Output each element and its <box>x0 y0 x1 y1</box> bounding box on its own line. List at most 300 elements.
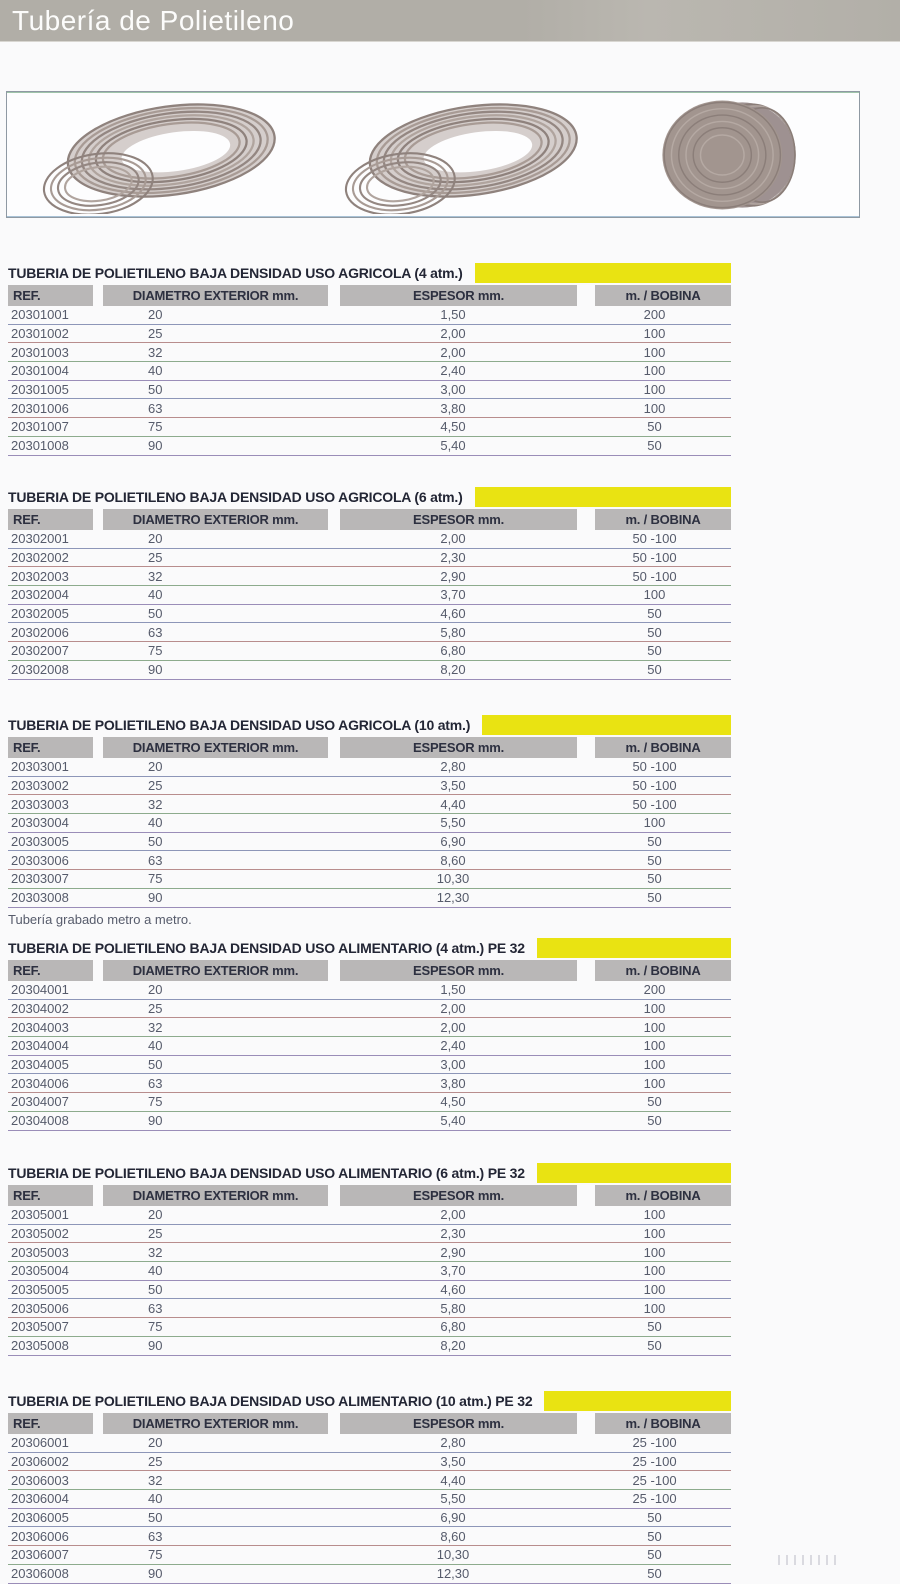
ref-cell: 20306001 <box>11 1435 69 1451</box>
espesor-cell: 8,20 <box>440 1338 466 1354</box>
table-row <box>8 1056 731 1075</box>
ref-cell: 20303004 <box>11 815 69 831</box>
diametro-cell: 63 <box>148 852 163 868</box>
bobina-cell: 25 -100 <box>632 1454 677 1470</box>
column-header-diametro: DIAMETRO EXTERIOR mm. <box>103 1185 328 1206</box>
table-header-row <box>8 737 731 758</box>
bobina-cell: 50 -100 <box>632 531 677 547</box>
table-row <box>8 1299 731 1318</box>
ref-cell: 20305007 <box>11 1319 69 1335</box>
espesor-cell: 2,00 <box>440 344 466 360</box>
bobina-cell: 50 -100 <box>632 759 677 775</box>
table-row <box>8 814 731 833</box>
product-table-section <box>8 1162 731 1356</box>
column-header-bobina: m. / BOBINA <box>595 1185 731 1206</box>
table-row <box>8 549 731 568</box>
yellow-highlight-bar <box>537 938 731 958</box>
table-row <box>8 1434 731 1453</box>
table-header-row <box>8 1185 731 1206</box>
table-row <box>8 1471 731 1490</box>
diametro-cell: 50 <box>148 382 163 398</box>
table-title-row <box>8 262 731 284</box>
table-title-row <box>8 937 731 959</box>
table-title-row <box>8 714 731 736</box>
table-row <box>8 642 731 661</box>
table-title: TUBERIA DE POLIETILENO BAJA DENSIDAD USO AGRICOLA (6 atm.) <box>8 489 463 505</box>
espesor-cell: 2,30 <box>440 1226 466 1242</box>
table-row <box>8 870 731 889</box>
ref-cell: 20302003 <box>11 568 69 584</box>
column-header-espesor: ESPESOR mm. <box>340 1185 577 1206</box>
ref-cell: 20306004 <box>11 1491 69 1507</box>
bobina-cell: 100 <box>643 1019 666 1035</box>
bobina-cell: 50 <box>647 1338 662 1354</box>
espesor-cell: 3,00 <box>440 1057 466 1073</box>
espesor-cell: 2,00 <box>440 531 466 547</box>
diametro-cell: 75 <box>148 419 163 435</box>
column-header-bobina: m. / BOBINA <box>595 960 731 981</box>
espesor-cell: 5,40 <box>440 1113 466 1129</box>
ref-cell: 20303007 <box>11 871 69 887</box>
bobina-cell: 50 <box>647 1319 662 1335</box>
ref-cell: 20303006 <box>11 852 69 868</box>
diametro-cell: 90 <box>148 1566 163 1582</box>
espesor-cell: 2,40 <box>440 363 466 379</box>
table-row <box>8 1318 731 1337</box>
diametro-cell: 50 <box>148 1282 163 1298</box>
ref-cell: 20305008 <box>11 1338 69 1354</box>
ref-cell: 20305001 <box>11 1207 69 1223</box>
bobina-cell: 50 <box>647 871 662 887</box>
espesor-cell: 2,40 <box>440 1038 466 1054</box>
table-body <box>8 1206 731 1356</box>
ref-cell: 20301001 <box>11 307 69 323</box>
espesor-cell: 12,30 <box>436 890 470 906</box>
product-table-section <box>8 262 731 456</box>
bobina-cell: 25 -100 <box>632 1491 677 1507</box>
espesor-cell: 6,80 <box>440 643 466 659</box>
ref-cell: 20301008 <box>11 438 69 454</box>
espesor-cell: 2,90 <box>440 1244 466 1260</box>
yellow-highlight-bar <box>544 1391 731 1411</box>
table-row <box>8 381 731 400</box>
table-row <box>8 661 731 680</box>
table-row <box>8 1093 731 1112</box>
bobina-cell: 50 -100 <box>632 796 677 812</box>
espesor-cell: 8,20 <box>440 662 466 678</box>
espesor-cell: 1,50 <box>440 982 466 998</box>
ref-cell: 20306005 <box>11 1510 69 1526</box>
bobina-cell: 100 <box>643 1244 666 1260</box>
ref-cell: 20301006 <box>11 400 69 416</box>
bobina-cell: 50 <box>647 624 662 640</box>
diametro-cell: 90 <box>148 1113 163 1129</box>
yellow-highlight-bar <box>537 1163 731 1183</box>
table-row <box>8 1262 731 1281</box>
espesor-cell: 5,50 <box>440 815 466 831</box>
diametro-cell: 32 <box>148 1244 163 1260</box>
table-row <box>8 418 731 437</box>
table-header-row <box>8 960 731 981</box>
diametro-cell: 25 <box>148 1226 163 1242</box>
table-body <box>8 1434 731 1584</box>
bobina-cell: 50 <box>647 662 662 678</box>
column-header-diametro: DIAMETRO EXTERIOR mm. <box>103 1413 328 1434</box>
espesor-cell: 3,70 <box>440 1263 466 1279</box>
table-row <box>8 1112 731 1131</box>
bobina-cell: 50 <box>647 1528 662 1544</box>
yellow-highlight-bar <box>475 487 731 507</box>
column-header-diametro: DIAMETRO EXTERIOR mm. <box>103 737 328 758</box>
table-title-row <box>8 486 731 508</box>
ref-cell: 20303008 <box>11 890 69 906</box>
column-header-ref: REF. <box>8 1185 93 1206</box>
espesor-cell: 2,00 <box>440 1001 466 1017</box>
table-row <box>8 1490 731 1509</box>
yellow-highlight-bar <box>482 715 731 735</box>
espesor-cell: 4,40 <box>440 1472 466 1488</box>
table-row <box>8 758 731 777</box>
bobina-cell: 100 <box>643 1207 666 1223</box>
column-header-espesor: ESPESOR mm. <box>340 509 577 530</box>
espesor-cell: 1,50 <box>440 307 466 323</box>
table-title: TUBERIA DE POLIETILENO BAJA DENSIDAD USO ALIMENTARIO (4 atm.) PE 32 <box>8 940 525 956</box>
table-row <box>8 623 731 642</box>
espesor-cell: 4,60 <box>440 1282 466 1298</box>
espesor-cell: 2,00 <box>440 326 466 342</box>
espesor-cell: 8,60 <box>440 1528 466 1544</box>
ref-cell: 20302007 <box>11 643 69 659</box>
diametro-cell: 75 <box>148 1094 163 1110</box>
table-row <box>8 586 731 605</box>
diametro-cell: 20 <box>148 531 163 547</box>
table-title-row <box>8 1162 731 1184</box>
column-header-espesor: ESPESOR mm. <box>340 960 577 981</box>
espesor-cell: 5,80 <box>440 1300 466 1316</box>
table-row <box>8 1225 731 1244</box>
espesor-cell: 2,00 <box>440 1207 466 1223</box>
column-header-ref: REF. <box>8 285 93 306</box>
diametro-cell: 75 <box>148 1319 163 1335</box>
bobina-cell: 100 <box>643 400 666 416</box>
diametro-cell: 63 <box>148 1300 163 1316</box>
ref-cell: 20301007 <box>11 419 69 435</box>
espesor-cell: 4,60 <box>440 606 466 622</box>
diametro-cell: 63 <box>148 624 163 640</box>
bobina-cell: 50 <box>647 852 662 868</box>
ref-cell: 20306002 <box>11 1454 69 1470</box>
diametro-cell: 40 <box>148 1491 163 1507</box>
ref-cell: 20303003 <box>11 796 69 812</box>
column-header-espesor: ESPESOR mm. <box>340 1413 577 1434</box>
table-row <box>8 777 731 796</box>
bobina-cell: 200 <box>643 982 666 998</box>
table-row <box>8 1243 731 1262</box>
diametro-cell: 25 <box>148 326 163 342</box>
diametro-cell: 40 <box>148 1263 163 1279</box>
column-header-ref: REF. <box>8 960 93 981</box>
diametro-cell: 25 <box>148 1001 163 1017</box>
table-row <box>8 306 731 325</box>
table-row <box>8 1527 731 1546</box>
diametro-cell: 90 <box>148 1338 163 1354</box>
espesor-cell: 4,40 <box>440 796 466 812</box>
diametro-cell: 63 <box>148 1075 163 1091</box>
espesor-cell: 5,50 <box>440 1491 466 1507</box>
espesor-cell: 3,80 <box>440 1075 466 1091</box>
diametro-cell: 40 <box>148 363 163 379</box>
espesor-cell: 5,40 <box>440 438 466 454</box>
espesor-cell: 4,50 <box>440 419 466 435</box>
bobina-cell: 100 <box>643 326 666 342</box>
ref-cell: 20304001 <box>11 982 69 998</box>
bobina-cell: 100 <box>643 1282 666 1298</box>
ref-cell: 20306008 <box>11 1566 69 1582</box>
diametro-cell: 20 <box>148 1207 163 1223</box>
bobina-cell: 100 <box>643 382 666 398</box>
bobina-cell: 100 <box>643 1075 666 1091</box>
espesor-cell: 3,70 <box>440 587 466 603</box>
diametro-cell: 25 <box>148 550 163 566</box>
table-body <box>8 758 731 908</box>
bobina-cell: 100 <box>643 1300 666 1316</box>
table-row <box>8 1206 731 1225</box>
espesor-cell: 2,30 <box>440 550 466 566</box>
diametro-cell: 50 <box>148 1510 163 1526</box>
bobina-cell: 100 <box>643 363 666 379</box>
table-row <box>8 889 731 908</box>
table-row <box>8 981 731 1000</box>
espesor-cell: 3,80 <box>440 400 466 416</box>
espesor-cell: 6,90 <box>440 1510 466 1526</box>
column-header-bobina: m. / BOBINA <box>595 737 731 758</box>
bobina-cell: 100 <box>643 1038 666 1054</box>
ref-cell: 20306007 <box>11 1547 69 1563</box>
espesor-cell: 6,80 <box>440 1319 466 1335</box>
column-header-diametro: DIAMETRO EXTERIOR mm. <box>103 509 328 530</box>
ref-cell: 20306006 <box>11 1528 69 1544</box>
table-row <box>8 1037 731 1056</box>
espesor-cell: 3,50 <box>440 1454 466 1470</box>
ref-cell: 20304002 <box>11 1001 69 1017</box>
table-title: TUBERIA DE POLIETILENO BAJA DENSIDAD USO ALIMENTARIO (10 atm.) PE 32 <box>8 1393 533 1409</box>
table-body <box>8 306 731 456</box>
table-row <box>8 1565 731 1584</box>
ref-cell: 20302002 <box>11 550 69 566</box>
table-row <box>8 1281 731 1300</box>
table-title-row <box>8 1390 731 1412</box>
ref-cell: 20301004 <box>11 363 69 379</box>
espesor-cell: 10,30 <box>436 1547 470 1563</box>
table-row <box>8 851 731 870</box>
column-header-diametro: DIAMETRO EXTERIOR mm. <box>103 285 328 306</box>
bobina-cell: 50 -100 <box>632 568 677 584</box>
product-table-section <box>8 1390 731 1584</box>
bobina-cell: 100 <box>643 1001 666 1017</box>
ref-cell: 20305003 <box>11 1244 69 1260</box>
bobina-cell: 25 -100 <box>632 1472 677 1488</box>
ref-cell: 20304008 <box>11 1113 69 1129</box>
bobina-cell: 100 <box>643 344 666 360</box>
diametro-cell: 20 <box>148 1435 163 1451</box>
bobina-cell: 50 <box>647 438 662 454</box>
product-table-section <box>8 486 731 680</box>
bobina-cell: 50 <box>647 643 662 659</box>
table-header-row <box>8 1413 731 1434</box>
table-row <box>8 530 731 549</box>
diametro-cell: 75 <box>148 1547 163 1563</box>
bobina-cell: 25 -100 <box>632 1435 677 1451</box>
table-header-row <box>8 509 731 530</box>
bobina-cell: 200 <box>643 307 666 323</box>
diametro-cell: 40 <box>148 1038 163 1054</box>
table-row <box>8 325 731 344</box>
table-row <box>8 1509 731 1528</box>
column-header-bobina: m. / BOBINA <box>595 509 731 530</box>
table-row <box>8 605 731 624</box>
column-header-bobina: m. / BOBINA <box>595 285 731 306</box>
ref-cell: 20304007 <box>11 1094 69 1110</box>
table-row <box>8 437 731 456</box>
ref-cell: 20305005 <box>11 1282 69 1298</box>
diametro-cell: 32 <box>148 1472 163 1488</box>
table-row <box>8 1074 731 1093</box>
table-row <box>8 1018 731 1037</box>
ref-cell: 20303001 <box>11 759 69 775</box>
bobina-cell: 50 <box>647 1113 662 1129</box>
product-table-section <box>8 937 731 1131</box>
bobina-cell: 50 <box>647 606 662 622</box>
bobina-cell: 50 <box>647 419 662 435</box>
diametro-cell: 50 <box>148 834 163 850</box>
espesor-cell: 2,90 <box>440 568 466 584</box>
table-header-row <box>8 285 731 306</box>
bobina-cell: 50 <box>647 890 662 906</box>
ref-cell: 20305004 <box>11 1263 69 1279</box>
ref-cell: 20302004 <box>11 587 69 603</box>
diametro-cell: 32 <box>148 1019 163 1035</box>
espesor-cell: 6,90 <box>440 834 466 850</box>
diametro-cell: 20 <box>148 982 163 998</box>
table-row <box>8 399 731 418</box>
bobina-cell: 100 <box>643 1057 666 1073</box>
bobina-cell: 50 <box>647 1566 662 1582</box>
bobina-cell: 50 -100 <box>632 550 677 566</box>
table-body <box>8 530 731 680</box>
bobina-cell: 100 <box>643 587 666 603</box>
espesor-cell: 3,00 <box>440 382 466 398</box>
diametro-cell: 32 <box>148 568 163 584</box>
diametro-cell: 20 <box>148 759 163 775</box>
ref-cell: 20302005 <box>11 606 69 622</box>
diametro-cell: 75 <box>148 871 163 887</box>
ref-cell: 20302006 <box>11 624 69 640</box>
table-title: TUBERIA DE POLIETILENO BAJA DENSIDAD USO ALIMENTARIO (6 atm.) PE 32 <box>8 1165 525 1181</box>
table-row <box>8 362 731 381</box>
table-row <box>8 343 731 362</box>
ref-cell: 20301005 <box>11 382 69 398</box>
espesor-cell: 12,30 <box>436 1566 470 1582</box>
diametro-cell: 90 <box>148 662 163 678</box>
bobina-cell: 100 <box>643 815 666 831</box>
espesor-cell: 10,30 <box>436 871 470 887</box>
table-row <box>8 833 731 852</box>
ref-cell: 20304005 <box>11 1057 69 1073</box>
table-title: TUBERIA DE POLIETILENO BAJA DENSIDAD USO AGRICOLA (4 atm.) <box>8 265 463 281</box>
table-row <box>8 1453 731 1472</box>
column-header-ref: REF. <box>8 1413 93 1434</box>
diametro-cell: 50 <box>148 606 163 622</box>
table-row <box>8 1337 731 1356</box>
diametro-cell: 40 <box>148 815 163 831</box>
diametro-cell: 32 <box>148 344 163 360</box>
column-header-ref: REF. <box>8 737 93 758</box>
bobina-cell: 100 <box>643 1263 666 1279</box>
diametro-cell: 40 <box>148 587 163 603</box>
column-header-espesor: ESPESOR mm. <box>340 737 577 758</box>
bobina-cell: 50 <box>647 1547 662 1563</box>
ref-cell: 20303005 <box>11 834 69 850</box>
diametro-cell: 50 <box>148 1057 163 1073</box>
bobina-cell: 50 <box>647 1510 662 1526</box>
ref-cell: 20301002 <box>11 326 69 342</box>
column-header-ref: REF. <box>8 509 93 530</box>
espesor-cell: 2,00 <box>440 1019 466 1035</box>
diametro-cell: 25 <box>148 778 163 794</box>
espesor-cell: 4,50 <box>440 1094 466 1110</box>
bobina-cell: 50 <box>647 1094 662 1110</box>
ref-cell: 20304004 <box>11 1038 69 1054</box>
table-row <box>8 1000 731 1019</box>
ref-cell: 20302008 <box>11 662 69 678</box>
diametro-cell: 32 <box>148 796 163 812</box>
product-table-section <box>8 714 731 927</box>
print-artifact-mark <box>778 1555 836 1565</box>
diametro-cell: 25 <box>148 1454 163 1470</box>
ref-cell: 20302001 <box>11 531 69 547</box>
ref-cell: 20301003 <box>11 344 69 360</box>
diametro-cell: 63 <box>148 400 163 416</box>
bobina-cell: 50 <box>647 834 662 850</box>
espesor-cell: 2,80 <box>440 759 466 775</box>
page-title: Tubería de Polietileno <box>12 5 295 36</box>
ref-cell: 20304006 <box>11 1075 69 1091</box>
bobina-cell: 50 -100 <box>632 778 677 794</box>
table-title: TUBERIA DE POLIETILENO BAJA DENSIDAD USO AGRICOLA (10 atm.) <box>8 717 471 733</box>
espesor-cell: 3,50 <box>440 778 466 794</box>
diametro-cell: 90 <box>148 890 163 906</box>
diametro-cell: 20 <box>148 307 163 323</box>
yellow-highlight-bar <box>475 263 731 283</box>
table-body <box>8 981 731 1131</box>
ref-cell: 20304003 <box>11 1019 69 1035</box>
table-row <box>8 1546 731 1565</box>
table-row <box>8 795 731 814</box>
ref-cell: 20303002 <box>11 778 69 794</box>
ref-cell: 20306003 <box>11 1472 69 1488</box>
table-row <box>8 567 731 586</box>
column-header-bobina: m. / BOBINA <box>595 1413 731 1434</box>
espesor-cell: 2,80 <box>440 1435 466 1451</box>
ref-cell: 20305002 <box>11 1226 69 1242</box>
diametro-cell: 90 <box>148 438 163 454</box>
table-note: Tubería grabado metro a metro. <box>8 911 192 927</box>
column-header-diametro: DIAMETRO EXTERIOR mm. <box>103 960 328 981</box>
diametro-cell: 63 <box>148 1528 163 1544</box>
column-header-espesor: ESPESOR mm. <box>340 285 577 306</box>
bobina-cell: 100 <box>643 1226 666 1242</box>
diametro-cell: 75 <box>148 643 163 659</box>
